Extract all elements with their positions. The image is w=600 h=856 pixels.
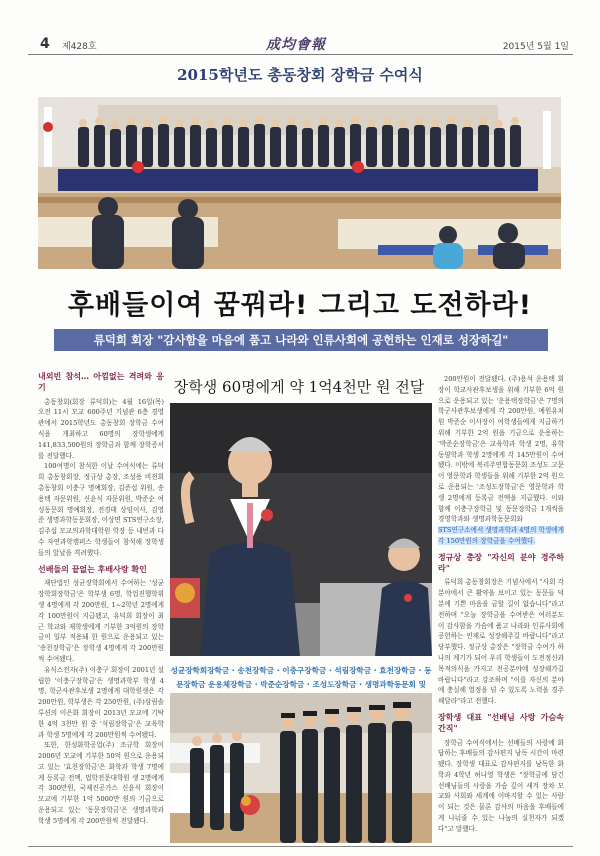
- issue-date: 2015년 5월 1일: [502, 42, 569, 52]
- paragraph: 100여명이 참석한 이날 수여식에는 류덕희 총동창회장, 정규상 총장, 조성용 비전회 총동창회 이충구 명예회장, 김준섭 위원, 송용택 자문위원, 신윤식 자문위원, 박준순 여성동문회 명예회장, 전경태 상임이사, 김영준 생명과학동문회장, 이상면 STS연구소장, 김주섭 모교의과학대학원 학장 등 내빈과 다수 자연과학캠퍼스 학생들이 참석해 장학생들의 앞날을 격려했다.: [38, 462, 164, 557]
- column-heading: 정규상 총장 "자신의 분야 경주하라": [438, 552, 564, 573]
- column-heading: 내외빈 참석… 아낌없는 격려와 응기: [38, 372, 164, 392]
- paragraph: 총동창회(회장 류덕희)는 4월 16일(목) 오전 11시 모교 600주년 기념관 6층 경영관에서 2015학년도 총동창회 장학금 수여식을 개최하고 60명의 장학생에게 141,833,500원의 장학금과 함께 장학증서를 전달했다.: [38, 397, 164, 460]
- paragraph: 또한, 한성화학공업(주) 조규학 회장이 2006년 모교에 기부한 50억 원으로 운용되고 있는 '효천장학금'은 화학과 학생 7명에게 등록금 전액, 법학전문대학원 생 2명에게 각 300만원, 국제진공가스 신윤식 회장이 모교에 기부한 1억 5000만 원의 기금으로 운용되고 있는 '동문장학금'은 생명과학과 학생 5명에게 각 200만원씩 전달됐다.: [38, 741, 164, 825]
- paragraph: 류덕희 총동창회장은 기념사에서 "사회 각 분야에서 큰 활약을 보이고 있는 동문들 덕분에 기쁜 마음을 금할 길이 없습니다"라고 전하며 "오늘 장학금을 수여받은 여러분도 이 감사함을 가슴에 품고 나라와 인류사회에 공헌하는 인재로 성장해주길 바랍니다"라고 당부했다. 정규상 총장은 "장학금 수여가 하나의 계기가 되어 우리 학생들이 도전정신과 목적의식을 가지고 전공분야에 성장해가길 바랍니다"라고 강조하며 "이를 자신의 분야에 충실해 열정을 넘 수 있도록 노력을 경주해달라"라고 전했다.: [438, 578, 564, 706]
- masthead: 成均會報: [266, 37, 326, 53]
- page-number: 4: [40, 36, 50, 52]
- paragraph: 유식스전자(주) 이충구 회장이 2001년 설립한 '이충구장학금'은 생명과학부 학생 4명, 학군사관후보생 2명에게 대학원생은 각 200만원, 학부생은 각 250만원, (주)삼림솔루션의 이은화 회장이 2013년 모교에 기탁한 4억 3천만 원 중 '석림장학금'은 교육학과 학생 5명에게 각 200만원씩 수여됐다.: [38, 665, 164, 739]
- column-heading: 장학생 대표 "선배님 사랑 가슴속 간직": [438, 712, 564, 733]
- article-subhead: 장학생 60명에게 약 1억4천만 원 전달: [173, 378, 425, 396]
- paragraph: 재단법인 성균장학회에서 수여하는 '성균장학회장학금'은 학부생 6명, 학업진행학위생 4명에게 각 200만원, 1~2학년 2명에게 각 100만원이 지급됐고, 유덕희 회장이 최근 학교와 재학생에게 기부한 3억원의 장학금이 일부 적용돼 한 원으로 운용되고 있는 '송천장학금'은 장학생 4명에게 각 200만원씩 수여됐다.: [38, 579, 164, 663]
- section-title: 2015학년도 총동창회 장학금 수여식: [177, 66, 423, 84]
- article-column-left: [38, 370, 164, 840]
- speech-photo: [170, 403, 432, 656]
- photo-caption: 성균장학회장학금 · 송천장학금 · 이충구장학금 · 석림장학금 · 효천장학금 · 동문장학금 운용체장학금 · 박준순장학금 · 조성도장학금 · 생명과학동문회 및: [170, 666, 432, 689]
- paragraph: [438, 525, 564, 547]
- column-heading: 선배들의 끝없는 후배사랑 확인: [38, 564, 147, 574]
- highlighted-text: STS연구소에서 생명과학과 4명의 학생에게 각 150만원의 장학금을 수여했다.: [438, 526, 564, 545]
- article-column-right: [438, 374, 564, 840]
- page-header: [28, 34, 573, 55]
- paragraph: 200만원이 전달됐다. (주)용석 운용택 회장이 학교사관후보생을 위해 기부한 6억 원으로 운용되고 있는 '운용택장학금'은 7명의 학군사관후보생에게 각 200만원, 예원유치원 박준순 이사장이 여학생들에게 지급하기 위해 기부한 2억 원을 기금으로 운용하는 '박준순장학금'은 교육학과 학생 2명, 유학동양학과 학생 2명에게 각 145만원이 수여됐다. 이밖에 복리주연합동문회 조성도 고문이 영문학과 학생들을 위해 기부한 2억 원으로 운용되는 '조성도장학금'은 영문학과 학생 2명에게 등록금 전액을 지급했다. 이와 함께 이충구장학금 및 동문장학금 1개씩을 경영학과와 생명과학동문회와: [438, 375, 564, 524]
- paragraph: 장학금 수여식에서는 선배들의 사랑에 화답하는 후배들의 감사편지 낭독 시간이 마련됐다. 장학생 대표로 감사편지를 낭독한 화학과 4학년 허나영 학생은 "장학금에 담긴 선배님들의 사랑을 가슴 깊이 새겨 장차 모교와 사회와 세계에 이바지할 수 있는 사람이 되는 것은 물론 감사의 마음을 후배들에게 나눠줄 수 있는 나눔의 실천자가 되겠다"고 말했다.: [438, 738, 564, 833]
- group-photo: [38, 97, 561, 269]
- issue-number: 제428호: [62, 42, 97, 52]
- cadets-photo: [170, 693, 432, 843]
- page-footer-rule: [28, 846, 573, 847]
- main-headline: 후배들이여 꿈꿔라! 그리고 도전하라!: [67, 290, 533, 321]
- quote-banner: 류덕희 회장 "감사함을 마음에 품고 나라와 인류사회에 공헌하는 인재로 성장하길": [54, 329, 548, 351]
